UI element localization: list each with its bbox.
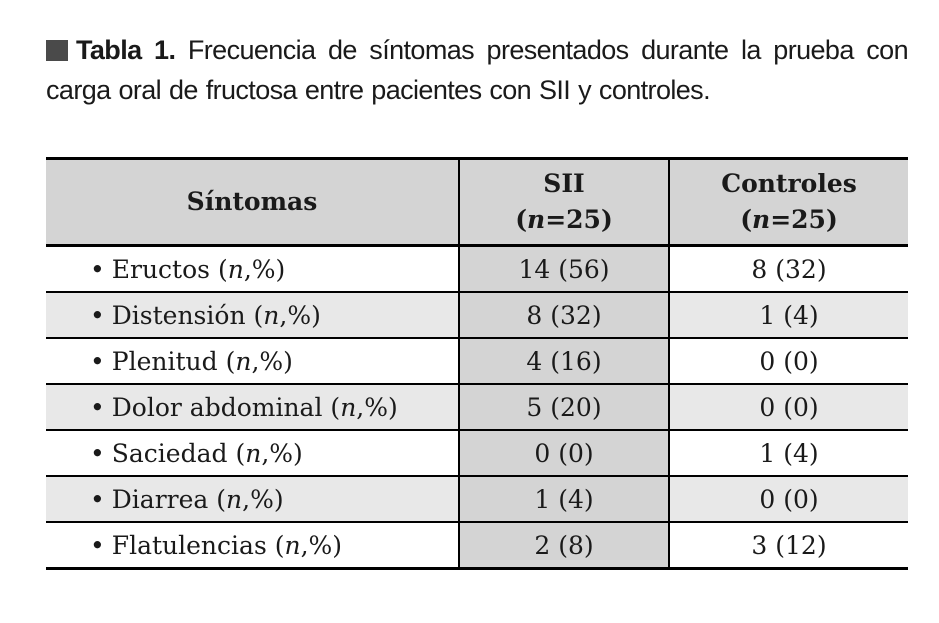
header-sii-n: (n=25) [515,205,613,234]
table-row [46,384,908,430]
header-sii [459,159,669,246]
bullet-icon: • [90,530,105,560]
bullet-icon: • [90,346,105,376]
stat-label: (n,%) [274,530,343,560]
sii-value: 5 (20) [459,384,669,430]
caption-label: Tabla 1. [76,35,176,65]
caption-text: Frecuencia de síntomas presentados durante la prueba con carga oral de fructosa entre pacientes con SII y controles. [46,35,908,105]
sii-value: 2 (8) [459,522,669,569]
symptom-name: Dolor abdominal [111,392,323,422]
table-row [46,292,908,338]
table-header-row [46,159,908,246]
controles-value: 0 (0) [669,384,908,430]
header-sintomas: Síntomas [46,159,459,246]
stat-label: (n,%) [217,254,286,284]
table-row [46,430,908,476]
bullet-icon: • [90,300,105,330]
symptom-cell [46,246,459,293]
symptom-cell [46,476,459,522]
controles-value: 0 (0) [669,338,908,384]
stat-label: (n,%) [225,346,293,376]
stat-label: (n,%) [253,300,321,330]
bullet-icon: • [90,392,105,422]
controles-value: 8 (32) [669,246,908,293]
symptom-name: Flatulencias [111,530,267,560]
table-row [46,522,908,569]
symptom-name: Plenitud [111,346,218,376]
header-sii-name: SII [543,169,585,198]
symptom-cell [46,384,459,430]
square-bullet-icon [46,40,68,61]
symptom-cell [46,430,459,476]
symptom-name: Eructos [111,254,210,284]
symptom-name: Saciedad [111,438,228,468]
table-row [46,476,908,522]
controles-value: 1 (4) [669,292,908,338]
stat-label: (n,%) [216,484,284,514]
symptom-cell [46,522,459,569]
symptoms-table [46,157,908,570]
sii-value: 14 (56) [459,246,669,293]
header-controles [669,159,908,246]
stat-label: (n,%) [330,392,398,422]
bullet-icon: • [90,438,105,468]
controles-value: 0 (0) [669,476,908,522]
controles-value: 1 (4) [669,430,908,476]
symptom-name: Diarrea [111,484,209,514]
sii-value: 8 (32) [459,292,669,338]
bullet-icon: • [90,484,105,514]
sii-value: 1 (4) [459,476,669,522]
header-controles-n: (n=25) [740,205,838,234]
sii-value: 4 (16) [459,338,669,384]
controles-value: 3 (12) [669,522,908,569]
symptom-name: Distensión [111,300,246,330]
table-row [46,246,908,293]
table-row [46,338,908,384]
symptom-cell [46,292,459,338]
symptom-cell [46,338,459,384]
header-controles-name: Controles [721,169,857,198]
bullet-icon: • [90,254,105,284]
table-caption [46,30,908,110]
table-body [46,246,908,569]
stat-label: (n,%) [235,438,303,468]
sii-value: 0 (0) [459,430,669,476]
